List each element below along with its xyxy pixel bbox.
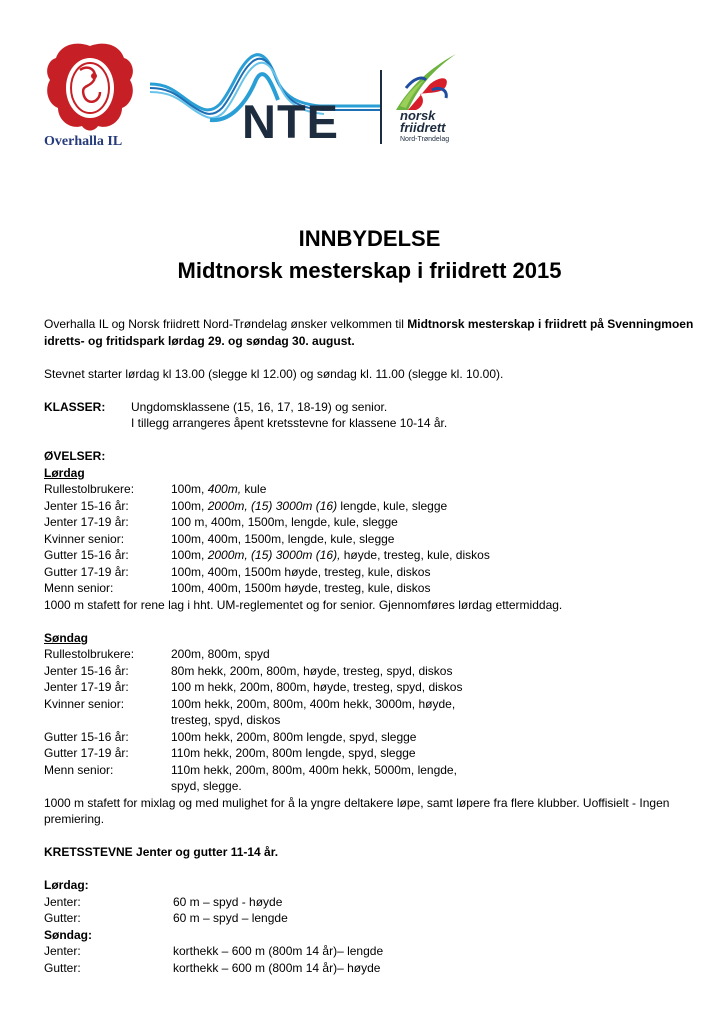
klasser-row — [44, 399, 704, 416]
document-body — [44, 316, 704, 976]
event-row-continued — [44, 778, 704, 795]
kretsstevne-heading: KRETSSTEVNE Jenter og gutter 11-14 år. — [44, 845, 279, 859]
events-text: 60 m – spyd – lengde — [173, 911, 288, 925]
class-name: Jenter 17-19 år: — [44, 515, 129, 529]
event-row — [44, 745, 704, 762]
class-name: Gutter 17-19 år: — [44, 564, 129, 579]
events-text: 100 m, 400m, 1500m, lengde, kule, slegge — [171, 515, 398, 529]
document-title: INNBYDELSE — [298, 226, 441, 251]
document-subtitle: Midtnorsk mesterskap i friidrett 2015 — [177, 258, 562, 283]
klasser-text-line1: Ungdomsklassene (15, 16, 17, 18-19) og senior. — [131, 399, 388, 414]
klasser-label: KLASSER: — [44, 399, 106, 414]
event-row — [44, 580, 704, 597]
overhalla-emblem-icon — [44, 40, 136, 136]
class-name: Jenter: — [44, 894, 81, 909]
events-text: 100m, 2000m, (15) 3000m (16), høyde, tresteg, kule, diskos — [171, 548, 490, 562]
events-text: 110m hekk, 200m, 800m lengde, spyd, slegge — [171, 746, 416, 760]
events-text: 100m hekk, 200m, 800m lengde, spyd, slegge — [171, 729, 417, 744]
class-name: Gutter 15-16 år: — [44, 729, 129, 744]
event-row — [44, 514, 704, 531]
event-row — [44, 762, 704, 779]
intro-paragraph — [44, 316, 704, 349]
class-name: Jenter 15-16 år: — [44, 663, 129, 678]
event-row — [44, 729, 704, 746]
events-text: 100m, 400m, 1500m, lengde, kule, slegge — [171, 531, 395, 546]
intro-text: Overhalla IL og Norsk friidrett Nord-Trøndelag ønsker velkommen til — [44, 317, 408, 331]
class-name: Gutter 17-19 år: — [44, 746, 129, 760]
norsk-friidrett-logo-line1: norsk — [400, 108, 436, 123]
events-text: 100m hekk, 200m, 800m, 400m hekk, 3000m, høyde, — [171, 696, 456, 711]
ovelser-heading: ØVELSER: — [44, 449, 106, 463]
lordag-heading: Lørdag — [44, 465, 85, 480]
sondag-heading: Søndag — [44, 630, 88, 645]
class-name: Jenter 15-16 år: — [44, 498, 129, 513]
class-name: Jenter: — [44, 944, 81, 958]
events-text-continued: spyd, slegge. — [171, 779, 242, 793]
event-row — [44, 531, 704, 548]
logo-bar — [0, 0, 723, 160]
event-row — [44, 498, 704, 515]
events-text: 100m, 400m, 1500m høyde, tresteg, kule, diskos — [171, 564, 431, 579]
krets-row — [44, 943, 704, 960]
start-time-paragraph: Stevnet starter lørdag kl 13.00 (slegge kl 12.00) og søndag kl. 11.00 (slegge kl. 10.00). — [44, 366, 504, 381]
logo-divider — [380, 70, 382, 144]
event-row — [44, 646, 704, 663]
sondag-stafett-note: 1000 m stafett for mixlag og med mulighet for å la yngre deltakere løpe, samt løpere fra flere klubber. Uoffisielt - Ingen premiering. — [44, 795, 670, 826]
norsk-friidrett-logo-line2: friidrett — [400, 120, 446, 135]
event-row-continued — [44, 712, 704, 729]
events-text: 100m, 400m, 1500m høyde, tresteg, kule, diskos — [171, 581, 431, 595]
event-row — [44, 547, 704, 564]
events-text-continued: tresteg, spyd, diskos — [171, 713, 281, 727]
class-name: Menn senior: — [44, 581, 114, 595]
class-name: Rullestolbrukere: — [44, 482, 135, 496]
class-name: Kvinner senior: — [44, 531, 125, 546]
events-text: korthekk – 600 m (800m 14 år)– lengde — [173, 944, 384, 958]
class-name: Gutter: — [44, 911, 81, 925]
norsk-friidrett-logo-region: Nord-Trøndelag — [400, 136, 450, 143]
events-text: 80m hekk, 200m, 800m, høyde, tresteg, spyd, diskos — [171, 663, 453, 678]
nte-logo-text: NTE — [242, 95, 339, 148]
events-text: korthekk – 600 m (800m 14 år)– høyde — [173, 960, 381, 975]
krets-lordag-heading: Lørdag: — [44, 878, 89, 892]
class-name: Gutter: — [44, 960, 81, 975]
events-text: 100m, 2000m, (15) 3000m (16) lengde, kule, slegge — [171, 498, 448, 513]
events-text: 60 m – spyd - høyde — [173, 894, 283, 909]
krets-row — [44, 960, 704, 977]
overhalla-logo-text: Overhalla IL — [44, 134, 123, 149]
class-name: Kvinner senior: — [44, 696, 125, 711]
event-row — [44, 663, 704, 680]
krets-sondag-heading: Søndag: — [44, 927, 92, 942]
intro-bold-text: Midtnorsk mesterskap i friidrett på Svenningmoen idretts- og fritidspark lørdag 29. og søndag 30. august. — [44, 317, 694, 348]
events-text: 100 m hekk, 200m, 800m, høyde, tresteg, spyd, diskos — [171, 680, 463, 694]
events-text: 100m, 400m, kule — [171, 482, 267, 496]
event-row — [44, 696, 704, 713]
klasser-text-line2: I tillegg arrangeres åpent kretsstevne for klassene 10-14 år. — [131, 416, 448, 430]
events-text: 110m hekk, 200m, 800m, 400m hekk, 5000m, lengde, — [171, 762, 457, 777]
krets-row — [44, 894, 704, 911]
event-row — [44, 564, 704, 581]
class-name: Jenter 17-19 år: — [44, 680, 129, 694]
event-row — [44, 481, 704, 498]
lordag-stafett-note: 1000 m stafett for rene lag i hht. UM-reglementet og for senior. Gjennomføres lørdag ettermiddag. — [44, 597, 563, 612]
klasser-row-2 — [44, 415, 704, 432]
event-row — [44, 679, 704, 696]
class-name: Gutter 15-16 år: — [44, 548, 129, 562]
events-text: 200m, 800m, spyd — [171, 647, 270, 661]
class-name: Menn senior: — [44, 762, 114, 777]
class-name: Rullestolbrukere: — [44, 647, 135, 661]
norsk-friidrett-emblem-icon — [386, 50, 470, 112]
krets-row — [44, 910, 704, 927]
